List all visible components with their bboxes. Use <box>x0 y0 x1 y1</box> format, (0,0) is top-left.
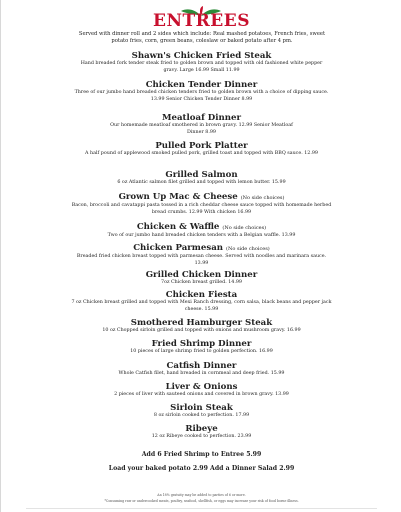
menu-item <box>1 80 401 103</box>
menu-item-title: Chicken Parmesan <box>133 243 224 253</box>
menu-item-title: Liver & Onions <box>165 382 238 392</box>
menu-item-name <box>1 290 401 300</box>
menu-item-title: Chicken & Waffle <box>136 222 220 232</box>
menu-item-description: Two of our jumbo hand breaded chicken tenders with a Belgian waffle. 13.99 <box>107 233 296 238</box>
menu-item-name <box>1 170 401 180</box>
menu-item-name <box>1 318 401 328</box>
menu-item-name <box>1 403 401 413</box>
menu-item <box>1 361 401 378</box>
menu-item <box>1 339 401 356</box>
menu-item <box>1 192 401 216</box>
consumer-advisory: *Consuming raw or undercooked meats, poultry, seafood, shellfish, or eggs may increase your risk of food borne illness. <box>104 499 299 503</box>
menu-item-title: Fried Shrimp Dinner <box>151 339 252 349</box>
menu-item-description: Hand breaded fork tender steak fried to golden brown and topped with old fashioned white pepper gravy. Large 16.99 Small 11.99 <box>80 61 323 73</box>
menu-item <box>1 318 401 335</box>
menu-item <box>1 113 401 136</box>
menu-item <box>1 222 401 240</box>
bottom-divider <box>26 508 377 509</box>
menu-item-title: Chicken Tender Dinner <box>145 80 258 90</box>
menu-item <box>1 170 401 187</box>
menu-item-title: Catfish Dinner <box>166 361 237 371</box>
menu-item-name <box>1 80 401 90</box>
menu-item-name <box>1 361 401 371</box>
menu-item-name <box>1 339 401 349</box>
menu-item-title: Smothered Hamburger Steak <box>130 318 273 328</box>
menu-item-description: Our homemade meatloaf smothered in brown gravy. 12.99 Senior Meatloaf Dinner 8.99 <box>110 123 293 135</box>
menu-item-note: (No side choices) <box>222 225 267 231</box>
menu-item-description: 7oz Chicken breast grilled. 14.99 <box>161 280 242 285</box>
intro-text: Served with dinner roll and 2 sides which include: Real mashed potatoes, French fries, sweet potato fries, corn, green beans, coleslaw or baked potato after 4 pm. <box>78 31 326 44</box>
menu-item-name <box>1 113 401 123</box>
menu-item-name <box>1 141 401 151</box>
menu-item <box>1 141 401 158</box>
menu-item-title: Ribeye <box>185 424 218 434</box>
addon-shrimp: Add 6 Fried Shrimp to Entree 5.99 <box>141 451 262 458</box>
menu-item-name <box>1 424 401 434</box>
menu-item-description: 10 oz Chopped sirloin grilled and topped with onions and mushroom gravy. 16.99 <box>102 328 301 333</box>
menu-item-note: (No side choices) <box>240 195 285 201</box>
menu-item <box>1 243 401 267</box>
menu-item-description: 2 pieces of liver with sauteed onions and covered in brown gravy. 13.99 <box>114 392 289 397</box>
menu-item-title: Chicken Fiesta <box>165 290 238 300</box>
addon-potato-salad: Load your baked potato 2.99 Add a Dinner Salad 2.99 <box>108 465 295 472</box>
menu-item <box>1 382 401 399</box>
menu-item <box>1 51 401 74</box>
menu-item-description: 10 pieces of large shrimp fried to golden perfection. 16.99 <box>130 349 273 354</box>
menu-item <box>1 424 401 441</box>
menu-item <box>1 270 401 287</box>
menu-item-description: 12 oz Ribeye cooked to perfection. 23.99 <box>151 434 252 439</box>
menu-item-title: Pulled Pork Platter <box>155 141 248 151</box>
menu-item-title: Sirloin Steak <box>170 403 233 413</box>
menu-item-name <box>1 192 401 203</box>
menu-item-title: Grilled Chicken Dinner <box>145 270 258 280</box>
menu-item <box>1 290 401 313</box>
menu-item-description: 8 oz sirloin cooked to perfection. 17.99 <box>153 413 250 418</box>
menu-item <box>1 403 401 420</box>
menu-item-name <box>1 243 401 254</box>
menu-item-description: Breaded fried chicken breast topped with parmesan cheese. Served with noodles and marinara sauce. 13.99 <box>76 254 327 266</box>
menu-item-note: (No side choices) <box>226 246 270 252</box>
menu-item-name <box>1 222 401 233</box>
menu-item-name <box>1 51 401 61</box>
page-title: ENTREES <box>153 11 250 31</box>
menu-item-name <box>1 270 401 280</box>
menu-item-title: Grown Up Mac & Cheese <box>118 192 238 202</box>
menu-item-title: Grilled Salmon <box>165 170 238 180</box>
menu-item-description: 7 oz Chicken breast grilled and topped with Mexi Ranch dressing, corn salsa, black beans and pepper jack cheese. 15.99 <box>71 300 332 312</box>
menu-item-title: Shawn's Chicken Fried Steak <box>131 51 272 61</box>
gratuity-note: An 18% gratuity may be added to parties of 6 or more. <box>157 493 246 497</box>
menu-item-description: Whole Catfish filet, hand breaded in cornmeal and deep fried. 15.99 <box>118 371 285 376</box>
menu-item-title: Meatloaf Dinner <box>162 113 241 123</box>
menu-item-description: 6 oz Atlantic salmon filet grilled and topped with lemon butter. 15.99 <box>117 180 286 185</box>
menu-item-description: A half pound of applewood smoked pulled pork, grilled toast and topped with BBQ sauce. 12.99 <box>85 151 318 156</box>
menu-item-name <box>1 382 401 392</box>
menu-item-description: Bacon, broccoli and cavatappi pasta tossed in a rich cheddar cheese sauce topped with homemade herbed bread crumbs. 12.99 With chicken 16.99 <box>71 203 332 215</box>
menu-item-description: Three of our jumbo hand breaded chicken tenders fried to golden brown with a choice of dipping sauce. 13.99 Senior Chicken Tender Dinner 8.99 <box>74 90 329 102</box>
